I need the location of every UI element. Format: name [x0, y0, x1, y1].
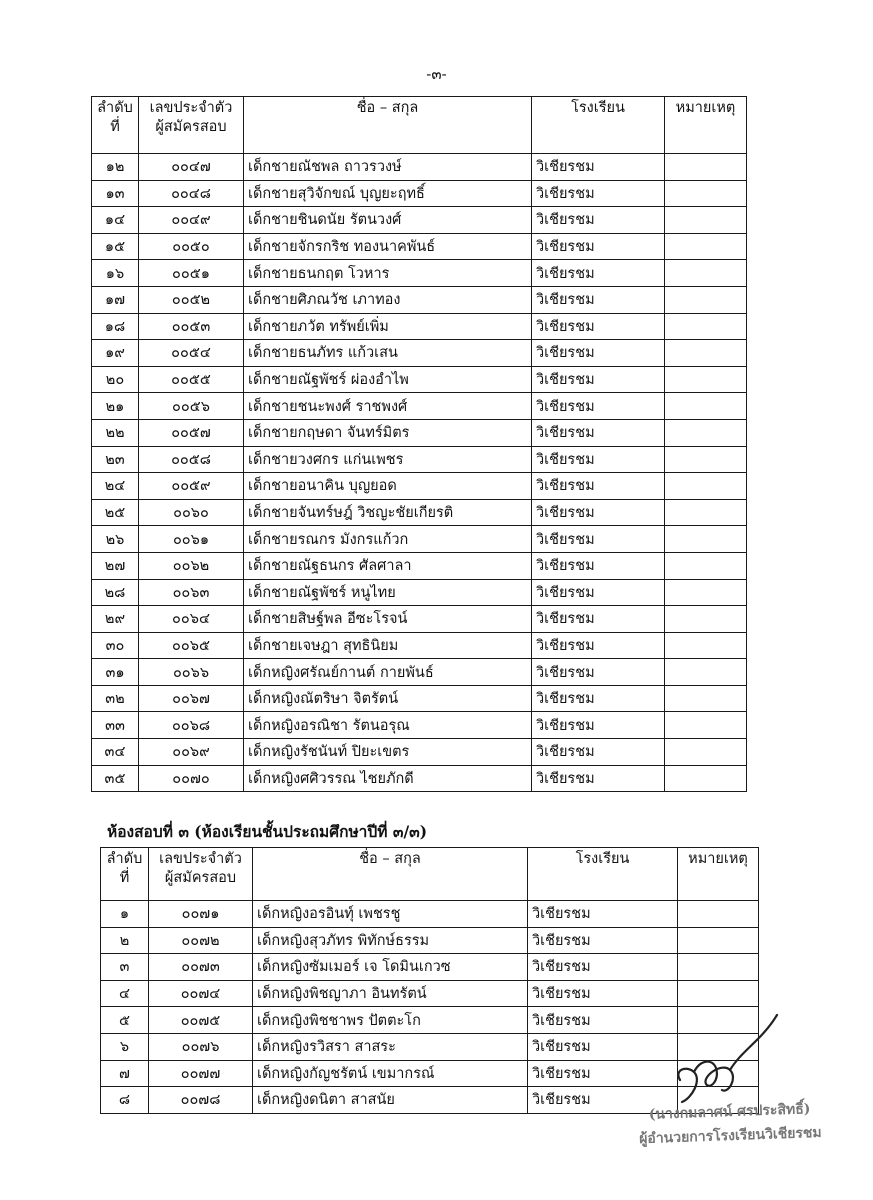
row-candidate-id: ๐๐๖๖ [139, 659, 244, 686]
table-row [101, 1007, 759, 1034]
row-name: เด็กหญิงดนิตา สาสนัย [253, 1087, 528, 1114]
header-name: ชื่อ – สกุล [244, 97, 532, 154]
row-school: วิเชียรชม [532, 606, 665, 633]
row-order: ๓๒ [92, 685, 139, 712]
table-row [92, 712, 747, 739]
row-candidate-id: ๐๐๖๙ [139, 739, 244, 766]
table-row [92, 659, 747, 686]
row-remark [665, 765, 747, 792]
row-remark [665, 685, 747, 712]
row-school: วิเชียรชม [532, 765, 665, 792]
row-school: วิเชียรชม [528, 980, 678, 1007]
row-remark [678, 901, 759, 928]
table-row [101, 980, 759, 1007]
table-row [92, 739, 747, 766]
row-name: เด็กหญิงสุวภัทร พิทักษ์ธรรม [253, 927, 528, 954]
row-name: เด็กหญิงณัตริษา จิตรัตน์ [244, 685, 532, 712]
header-school: โรงเรียน [528, 848, 678, 901]
table-row [101, 1060, 759, 1087]
table-row [92, 446, 747, 473]
row-order: ๒๓ [92, 446, 139, 473]
row-candidate-id: ๐๐๕๐ [139, 233, 244, 260]
table-row [92, 313, 747, 340]
row-name: เด็กหญิงศรัณย์กานต์ กายพันธ์ [244, 659, 532, 686]
row-candidate-id: ๐๐๗๕ [149, 1007, 253, 1034]
row-order: ๑๔ [92, 207, 139, 234]
row-candidate-id: ๐๐๖๓ [139, 579, 244, 606]
row-remark [665, 313, 747, 340]
table-row [101, 901, 759, 928]
row-order: ๘ [101, 1087, 149, 1114]
row-candidate-id: ๐๐๗๐ [139, 765, 244, 792]
row-school: วิเชียรชม [532, 473, 665, 500]
row-name: เด็กหญิงรัชนันท์ ปิยะเขตร [244, 739, 532, 766]
candidate-table-room-2 [91, 96, 747, 792]
row-school: วิเชียรชม [532, 446, 665, 473]
row-school: วิเชียรชม [532, 286, 665, 313]
row-remark [665, 632, 747, 659]
row-candidate-id: ๐๐๕๑ [139, 260, 244, 287]
row-school: วิเชียรชม [528, 1087, 678, 1114]
row-remark [665, 366, 747, 393]
row-remark [665, 419, 747, 446]
candidate-table-room-3 [100, 847, 759, 1114]
row-school: วิเชียรชม [532, 526, 665, 553]
row-school: วิเชียรชม [528, 927, 678, 954]
table-row [101, 927, 759, 954]
director-stamp [609, 1096, 851, 1152]
table-row [92, 765, 747, 792]
row-school: วิเชียรชม [532, 579, 665, 606]
table-row [92, 499, 747, 526]
row-name: เด็กชายศิภณวัช เภาทอง [244, 286, 532, 313]
table-row [92, 366, 747, 393]
row-order: ๔ [101, 980, 149, 1007]
row-remark [665, 712, 747, 739]
row-remark [665, 340, 747, 367]
table-row [92, 419, 747, 446]
row-candidate-id: ๐๐๕๕ [139, 366, 244, 393]
row-order: ๓๓ [92, 712, 139, 739]
table-row [92, 180, 747, 207]
table-row [92, 260, 747, 287]
header-name: ชื่อ – สกุล [253, 848, 528, 901]
row-name: เด็กหญิงอรณิชา รัตนอรุณ [244, 712, 532, 739]
table-row [92, 606, 747, 633]
row-name: เด็กชายอนาคิน บุญยอด [244, 473, 532, 500]
row-order: ๑๙ [92, 340, 139, 367]
row-remark [665, 659, 747, 686]
row-remark [665, 180, 747, 207]
row-name: เด็กหญิงพิชญาภา อินทรัตน์ [253, 980, 528, 1007]
row-remark [665, 606, 747, 633]
row-name: เด็กชายจันทร์ษฎ์ วิชญะชัยเกียรติ [244, 499, 532, 526]
row-remark [665, 233, 747, 260]
row-remark [665, 552, 747, 579]
page-number: -๓- [426, 65, 447, 83]
row-order: ๒๗ [92, 552, 139, 579]
table-row [101, 1033, 759, 1060]
row-candidate-id: ๐๐๕๔ [139, 340, 244, 367]
row-candidate-id: ๐๐๗๖ [149, 1033, 253, 1060]
row-school: วิเชียรชม [532, 393, 665, 420]
row-remark [665, 526, 747, 553]
row-candidate-id: ๐๐๖๗ [139, 685, 244, 712]
header-order: ลำดับ ที่ [101, 848, 149, 901]
row-order: ๓๔ [92, 739, 139, 766]
row-school: วิเชียรชม [532, 499, 665, 526]
header-candidate-id: เลขประจำตัว ผู้สมัครสอบ [149, 848, 253, 901]
header-school: โรงเรียน [532, 97, 665, 154]
row-name: เด็กชายธนภัทร แก้วเสน [244, 340, 532, 367]
row-name: เด็กชายณัฐพัชร์ หนูไทย [244, 579, 532, 606]
row-school: วิเชียรชม [528, 901, 678, 928]
row-school: วิเชียรชม [532, 712, 665, 739]
row-school: วิเชียรชม [532, 552, 665, 579]
row-candidate-id: ๐๐๖๔ [139, 606, 244, 633]
row-name: เด็กชายสุวิจักขณ์ บุญยะฤทธิ์ [244, 180, 532, 207]
row-school: วิเชียรชม [532, 233, 665, 260]
table-row [92, 579, 747, 606]
row-name: เด็กหญิงอรอินทุ์ เพชรชู [253, 901, 528, 928]
row-name: เด็กชายกฤษดา จันทร์มิตร [244, 419, 532, 446]
row-school: วิเชียรชม [528, 1033, 678, 1060]
row-order: ๒๙ [92, 606, 139, 633]
table-row [92, 473, 747, 500]
stamp-director-title: ผู้อำนวยการโรงเรียนวิเชียรชม [638, 1124, 822, 1148]
row-order: ๖ [101, 1033, 149, 1060]
row-candidate-id: ๐๐๗๗ [149, 1060, 253, 1087]
row-order: ๒๐ [92, 366, 139, 393]
row-order: ๒๖ [92, 526, 139, 553]
row-name: เด็กชายณัฐพัชร์ ผ่องอำไพ [244, 366, 532, 393]
row-candidate-id: ๐๐๕๓ [139, 313, 244, 340]
table-row [101, 954, 759, 981]
row-order: ๓๑ [92, 659, 139, 686]
row-order: ๒๔ [92, 473, 139, 500]
row-order: ๑ [101, 901, 149, 928]
row-name: เด็กชายสิษฐ์พล อีซะโรจน์ [244, 606, 532, 633]
table-row [92, 393, 747, 420]
row-remark [665, 739, 747, 766]
row-order: ๒๒ [92, 419, 139, 446]
row-order: ๒๑ [92, 393, 139, 420]
row-remark [665, 473, 747, 500]
row-order: ๗ [101, 1060, 149, 1087]
row-name: เด็กชายภวัต ทรัพย์เพิ่ม [244, 313, 532, 340]
row-candidate-id: ๐๐๗๓ [149, 954, 253, 981]
row-school: วิเชียรชม [532, 180, 665, 207]
row-remark [665, 207, 747, 234]
row-school: วิเชียรชม [532, 685, 665, 712]
row-candidate-id: ๐๐๗๘ [149, 1087, 253, 1114]
row-remark [665, 393, 747, 420]
row-order: ๕ [101, 1007, 149, 1034]
row-candidate-id: ๐๐๕๙ [139, 473, 244, 500]
row-school: วิเชียรชม [532, 632, 665, 659]
row-order: ๑๒ [92, 154, 139, 181]
table-row [92, 526, 747, 553]
row-order: ๓๐ [92, 632, 139, 659]
stamp-director-name: (นางกมลาศน์ ศรประสิทธิ์) [648, 1101, 811, 1123]
row-candidate-id: ๐๐๔๙ [139, 207, 244, 234]
row-candidate-id: ๐๐๕๘ [139, 446, 244, 473]
row-candidate-id: ๐๐๔๗ [139, 154, 244, 181]
row-candidate-id: ๐๐๗๔ [149, 980, 253, 1007]
row-candidate-id: ๐๐๖๘ [139, 712, 244, 739]
row-school: วิเชียรชม [528, 1007, 678, 1034]
table-header-row [101, 848, 759, 901]
row-name: เด็กหญิงซัมเมอร์ เจ โดมินเกวซ [253, 954, 528, 981]
row-candidate-id: ๐๐๖๑ [139, 526, 244, 553]
row-name: เด็กชายรณกร มังกรแก้วก [244, 526, 532, 553]
signature [672, 1010, 782, 1110]
row-order: ๑๕ [92, 233, 139, 260]
row-name: เด็กหญิงกัญชรัตน์ เขมากรณ์ [253, 1060, 528, 1087]
row-order: ๒ [101, 927, 149, 954]
row-candidate-id: ๐๐๗๒ [149, 927, 253, 954]
header-candidate-id: เลขประจำตัว ผู้สมัครสอบ [139, 97, 244, 154]
row-school: วิเชียรชม [532, 154, 665, 181]
row-school: วิเชียรชม [532, 739, 665, 766]
row-order: ๑๓ [92, 180, 139, 207]
row-remark [665, 286, 747, 313]
table-row [92, 286, 747, 313]
row-candidate-id: ๐๐๔๘ [139, 180, 244, 207]
row-order: ๑๘ [92, 313, 139, 340]
row-name: เด็กชายชินดนัย รัตนวงศ์ [244, 207, 532, 234]
row-school: วิเชียรชม [532, 419, 665, 446]
table-row [92, 685, 747, 712]
table-row [92, 207, 747, 234]
section-heading-room-3: ห้องสอบที่ ๓ (ห้องเรียนชั้นประถมศึกษาปีที่ ๓/๓) [107, 822, 428, 841]
row-candidate-id: ๐๐๖๐ [139, 499, 244, 526]
row-school: วิเชียรชม [532, 260, 665, 287]
row-name: เด็กชายชนะพงศ์ ราชพงศ์ [244, 393, 532, 420]
table-row [92, 233, 747, 260]
row-name: เด็กชายณัชพล ถาวรวงษ์ [244, 154, 532, 181]
table-row [92, 632, 747, 659]
table-row [92, 154, 747, 181]
row-candidate-id: ๐๐๗๑ [149, 901, 253, 928]
row-order: ๓๕ [92, 765, 139, 792]
header-remark: หมายเหตุ [678, 848, 759, 901]
row-order: ๓ [101, 954, 149, 981]
row-candidate-id: ๐๐๕๗ [139, 419, 244, 446]
header-remark: หมายเหตุ [665, 97, 747, 154]
row-candidate-id: ๐๐๕๒ [139, 286, 244, 313]
row-remark [678, 927, 759, 954]
row-order: ๒๕ [92, 499, 139, 526]
row-remark [665, 499, 747, 526]
row-name: เด็กหญิงพิชชาพร ปัตตะโก [253, 1007, 528, 1034]
row-school: วิเชียรชม [532, 207, 665, 234]
row-name: เด็กชายวงศกร แก่นเพชร [244, 446, 532, 473]
row-name: เด็กชายเจษฎา สุทธินิยม [244, 632, 532, 659]
row-name: เด็กชายธนกฤต โวหาร [244, 260, 532, 287]
row-school: วิเชียรชม [532, 366, 665, 393]
row-remark [665, 579, 747, 606]
row-order: ๑๗ [92, 286, 139, 313]
row-remark [678, 954, 759, 981]
table-row [92, 552, 747, 579]
row-name: เด็กชายณัฐธนกร ศัลศาลา [244, 552, 532, 579]
row-remark [665, 154, 747, 181]
row-candidate-id: ๐๐๕๖ [139, 393, 244, 420]
row-remark [665, 446, 747, 473]
row-name: เด็กหญิงศศิวรรณ ไชยภักดี [244, 765, 532, 792]
row-order: ๑๖ [92, 260, 139, 287]
row-remark [678, 980, 759, 1007]
table-row [92, 340, 747, 367]
row-school: วิเชียรชม [532, 313, 665, 340]
header-order: ลำดับ ที่ [92, 97, 139, 154]
row-name: เด็กหญิงรวิสรา สาสระ [253, 1033, 528, 1060]
row-candidate-id: ๐๐๖๕ [139, 632, 244, 659]
row-school: วิเชียรชม [528, 954, 678, 981]
table-header-row [92, 97, 747, 154]
row-remark [665, 260, 747, 287]
row-school: วิเชียรชม [528, 1060, 678, 1087]
row-order: ๒๘ [92, 579, 139, 606]
row-school: วิเชียรชม [532, 340, 665, 367]
row-school: วิเชียรชม [532, 659, 665, 686]
row-candidate-id: ๐๐๖๒ [139, 552, 244, 579]
row-name: เด็กชายจักรกริช ทองนาคพันธ์ [244, 233, 532, 260]
